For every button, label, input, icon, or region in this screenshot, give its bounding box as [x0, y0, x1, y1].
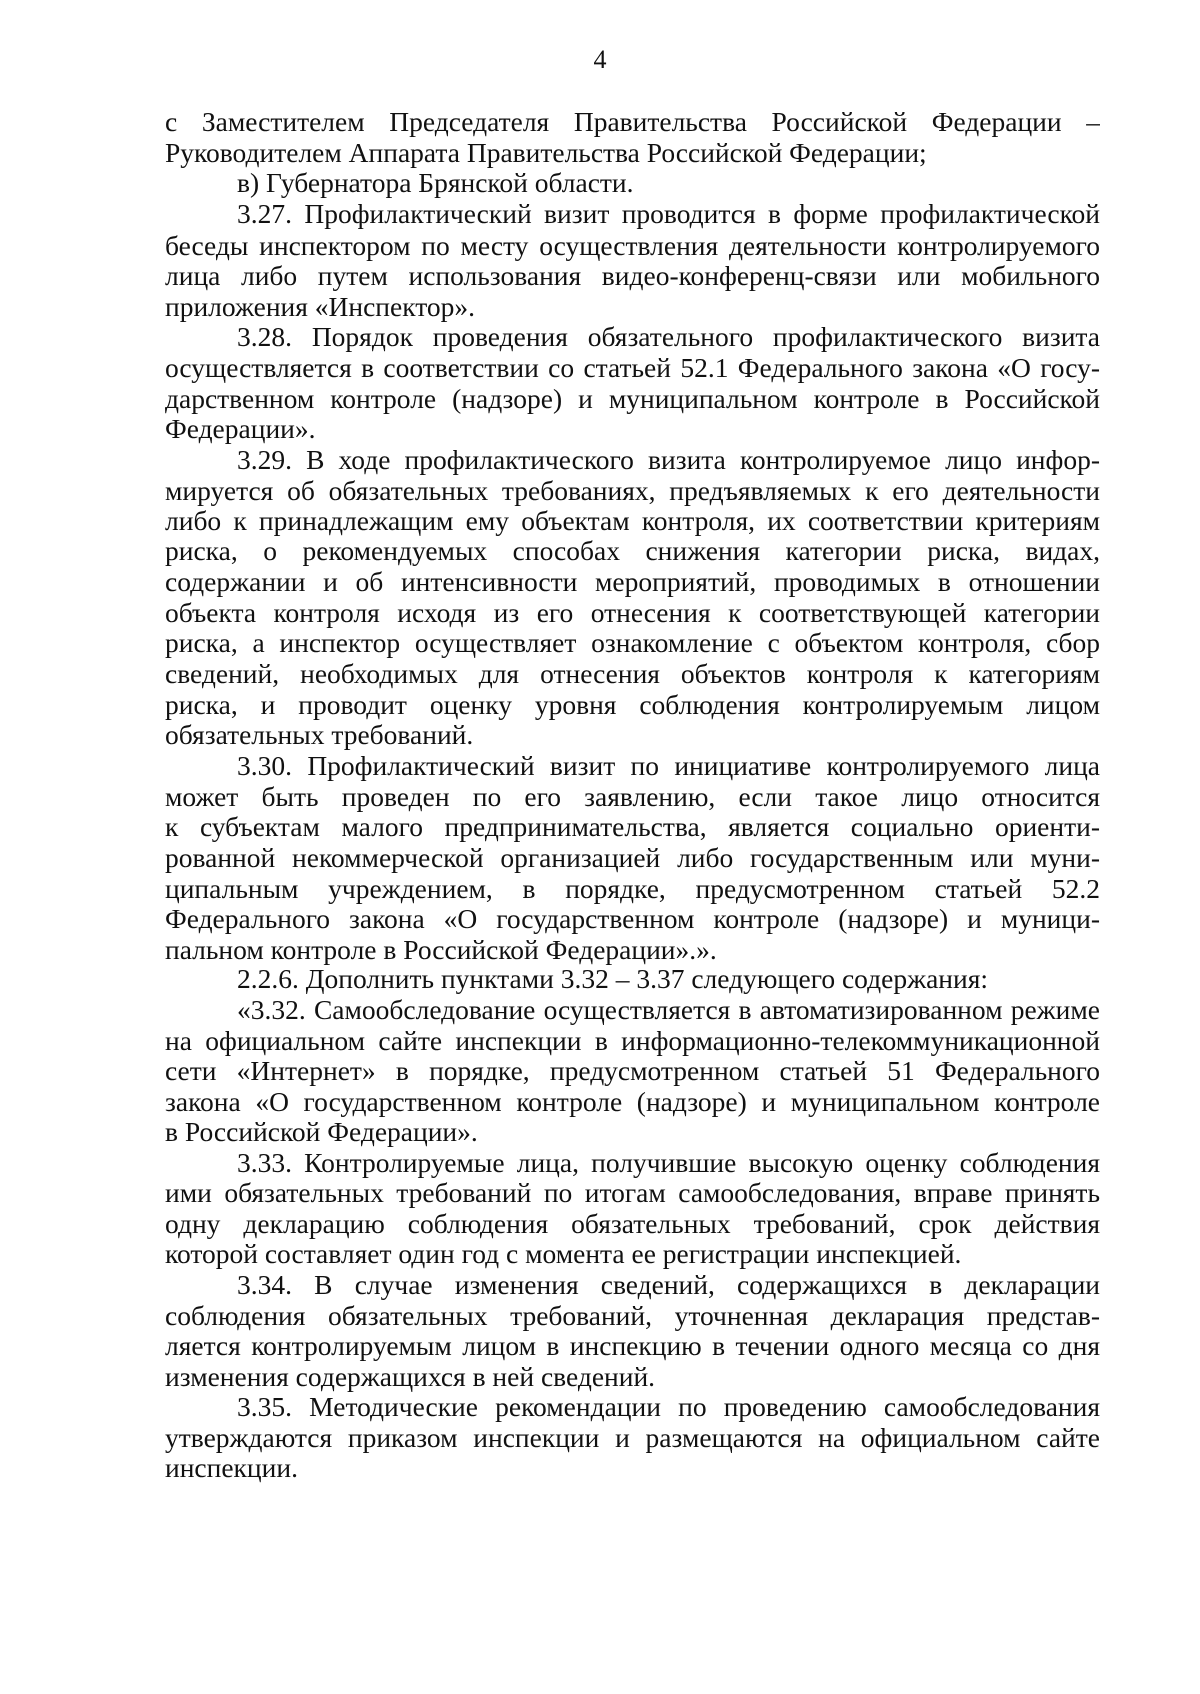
text-line: беседы инспектором по месту осуществления деятельности контролируемого — [165, 230, 1100, 261]
text-line: Руководителем Аппарата Правительства Российской Федерации; — [165, 137, 927, 168]
text-line: 3.27. Профилактический визит проводится в форме профилактической — [237, 198, 1100, 229]
text-line: одну декларацию соблюдения обязательных требований, срок действия — [165, 1208, 1100, 1239]
text-line: с Заместителем Председателя Правительства Российской Федерации – — [165, 106, 1100, 137]
text-line: ципальным учреждением, в порядке, предусмотренном статьей 52.2 — [165, 873, 1100, 904]
text-line: которой составляет один год с момента ее регистрации инспекцией. — [165, 1238, 962, 1269]
text-line: на официальном сайте инспекции в информационно-телекоммуникационной — [165, 1025, 1100, 1056]
text-line: лица либо путем использования видео-конференц-связи или мобильного — [165, 260, 1100, 291]
text-line: может быть проведен по его заявлению, если такое лицо относится — [165, 781, 1100, 812]
text-line: ими обязательных требований по итогам самообследования, вправе принять — [165, 1177, 1100, 1208]
text-line: пальном контроле в Российской Федерации».». — [165, 934, 717, 965]
text-line: 3.29. В ходе профилактического визита контролируемое лицо инфор- — [237, 444, 1100, 475]
text-line: 2.2.6. Дополнить пунктами 3.32 – 3.37 следующего содержания: — [237, 963, 989, 994]
text-line: Федерации». — [165, 413, 316, 444]
text-line: риска, а инспектор осуществляет ознакомление с объектом контроля, сбор — [165, 627, 1100, 658]
text-line: 3.30. Профилактический визит по инициативе контролируемого лица — [237, 750, 1100, 781]
text-line: «3.32. Самообследование осуществляется в автоматизированном режиме — [237, 994, 1100, 1025]
text-line: 3.34. В случае изменения сведений, содержащихся в декларации — [237, 1269, 1100, 1300]
text-line: дарственном контроле (надзоре) и муниципальном контроле в Российской — [165, 383, 1100, 414]
text-line: риска, и проводит оценку уровня соблюдения контролируемым лицом — [165, 689, 1100, 720]
text-line: рованной некоммерческой организацией либо государственным или муни- — [165, 842, 1100, 873]
text-line: утверждаются приказом инспекции и размещаются на официальном сайте — [165, 1422, 1100, 1453]
text-line: закона «О государственном контроле (надзоре) и муниципальном контроле — [165, 1086, 1100, 1117]
text-line: объекта контроля исходя из его отнесения к соответствующей категории — [165, 597, 1100, 628]
text-line: изменения содержащихся в ней сведений. — [165, 1361, 656, 1392]
text-line: 3.28. Порядок проведения обязательного профилактического визита — [237, 321, 1100, 352]
text-line: приложения «Инспектор». — [165, 291, 476, 322]
text-line: инспекции. — [165, 1452, 298, 1483]
text-line: в) Губернатора Брянской области. — [237, 167, 634, 198]
text-line: содержании и об интенсивности мероприятий, проводимых в отношении — [165, 566, 1100, 597]
text-line: 3.33. Контролируемые лица, получившие высокую оценку соблюдения — [237, 1147, 1100, 1178]
text-line: в Российской Федерации». — [165, 1116, 478, 1147]
page-number: 4 — [593, 45, 607, 74]
text-line: риска, о рекомендуемых способах снижения категории риска, видах, — [165, 535, 1100, 566]
text-line: обязательных требований. — [165, 719, 474, 750]
text-line: либо к принадлежащим ему объектам контроля, их соответствии критериям — [165, 505, 1100, 536]
text-line: соблюдения обязательных требований, уточненная декларация представ- — [165, 1300, 1100, 1331]
text-line: мируется об обязательных требованиях, предъявляемых к его деятельности — [165, 475, 1100, 506]
text-line: сведений, необходимых для отнесения объектов контроля к категориям — [165, 658, 1100, 689]
text-line: к субъектам малого предпринимательства, является социально ориенти- — [165, 811, 1100, 842]
text-line: осуществляется в соответствии со статьей 52.1 Федерального закона «О госу- — [165, 352, 1100, 383]
text-line: ляется контролируемым лицом в инспекцию в течении одного месяца со дня — [165, 1330, 1100, 1361]
text-line: 3.35. Методические рекомендации по проведению самообследования — [237, 1391, 1100, 1422]
text-line: Федерального закона «О государственном контроле (надзоре) и муници- — [165, 903, 1100, 934]
text-line: сети «Интернет» в порядке, предусмотренном статьей 51 Федерального — [165, 1055, 1100, 1086]
